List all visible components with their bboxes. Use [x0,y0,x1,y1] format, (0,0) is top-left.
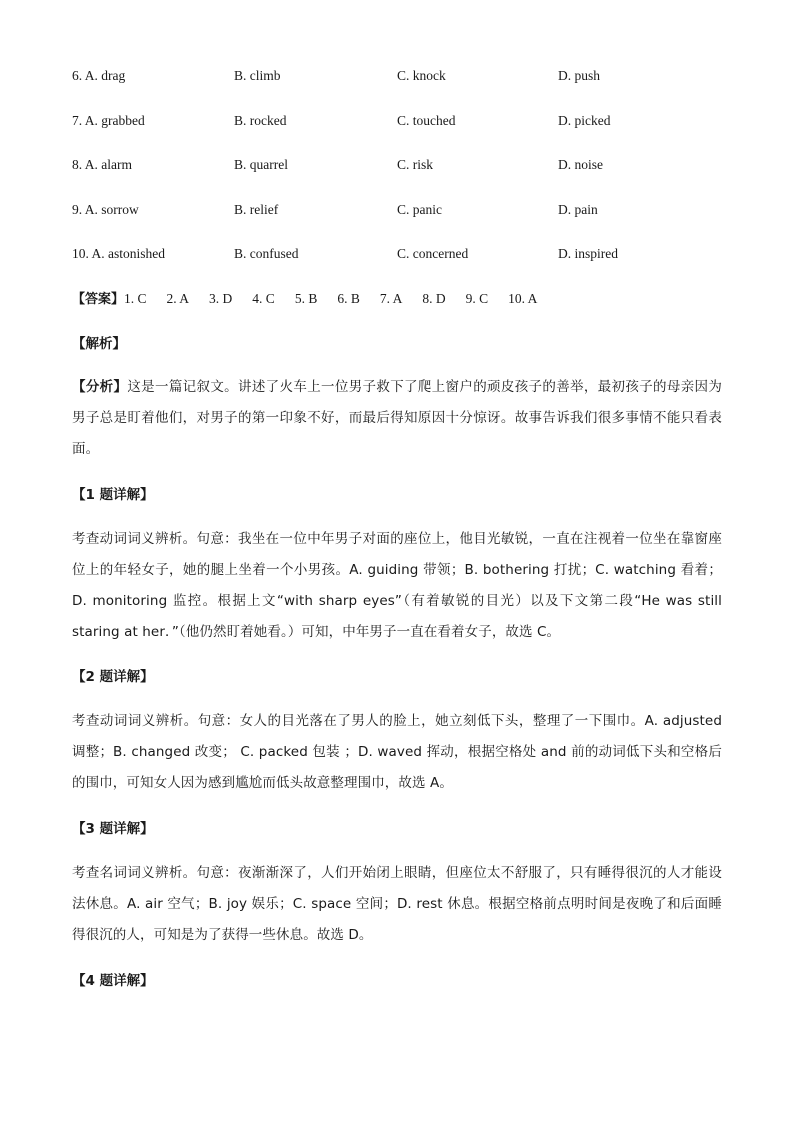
option-row-6 [72,65,752,87]
option-a: 10. A. astonished [72,246,165,261]
answer-item: 5. B [294,291,318,306]
option-a: 9. A. sorrow [72,202,139,217]
option-c: C. knock [397,68,446,83]
detail-heading-4: 【4 题详解】 [72,973,154,989]
answer-item: 8. D [422,291,446,306]
option-d: D. pain [558,202,598,217]
analysis-text: 这是一篇记叙文。讲述了火车上一位男子救下了爬上窗户的顽皮孩子的善举，最初孩子的母亲因为男子总是盯着他们，对男子的第一印象不好，而最后得知原因十分惊讶。故事告诉我们很多事情不能只看表面。 [72,379,722,457]
answer-item: 9. C [465,291,489,306]
option-row-9 [72,199,752,221]
answer-item: 7. A [379,291,403,306]
option-c: C. panic [397,202,442,217]
analysis-heading: 【解析】 [72,336,126,352]
option-row-10 [72,243,752,265]
option-row-7 [72,110,752,132]
detail-heading-1: 【1 题详解】 [72,487,154,503]
answer-item: 10. A [508,291,538,306]
option-d: D. noise [558,157,603,172]
option-b: B. rocked [234,113,287,128]
detail-text-1: 考查动词词义辨析。句意：我坐在一位中年男子对面的座位上，他目光敏锐，一直在注视着一位坐在靠窗座位上的年轻女子，她的腿上坐着一个小男孩。A. guiding 带领；B. bothering 打扰；C. watching 看着；D. monitoring 监控。根据上文“with sharp eyes”（有着敏锐的目光）以及下文第二段“He was still staring at her．”（他仍然盯着她看。）可知，中年男子一直在看着女子，故选 C。 [72,531,722,640]
option-b: B. confused [234,246,299,261]
option-a: 6. A. drag [72,68,126,83]
answer-item: 2. A [166,291,190,306]
analysis-paragraph [72,372,722,465]
option-b: B. quarrel [234,157,288,172]
option-b: B. relief [234,202,279,217]
option-row-8 [72,154,752,176]
detail-heading-2: 【2 题详解】 [72,669,154,685]
option-a: 8. A. alarm [72,157,132,172]
option-b: B. climb [234,68,281,83]
option-a: 7. A. grabbed [72,113,145,128]
option-d: D. inspired [558,246,618,261]
analysis-label: 【分析】 [72,379,128,395]
option-c: C. risk [397,157,434,172]
detail-text-3: 考查名词词义辨析。句意：夜渐渐深了，人们开始闭上眼睛，但座位太不舒服了，只有睡得很沉的人才能设法休息。A. air 空气；B. joy 娱乐；C. space 空间；D. rest 休息。根据空格前点明时间是夜晚了和后面睡得很沉的人，可知是为了获得一些休息。故选 D。 [72,865,722,943]
answer-row [72,288,557,310]
detail-heading-3: 【3 题详解】 [72,821,154,837]
answer-item: 4. C [252,291,275,306]
answer-item: 6. B [337,291,360,306]
answer-label: 【答案】 [72,292,125,307]
option-d: D. push [558,68,601,83]
option-d: D. picked [558,113,611,128]
detail-text-2: 考查动词词义辨析。句意：女人的目光落在了男人的脸上，她立刻低下头，整理了一下围巾。A. adjusted 调整；B. changed 改变； C. packed 包装 ；D. waved 挥动，根据空格处 and 前的动词低下头和空格后的围巾，可知女人因为感到尴尬而低头故意整理围巾，故选 A。 [72,713,722,791]
option-c: C. touched [397,113,456,128]
option-c: C. concerned [397,246,469,261]
answer-item: 3. D [209,291,233,306]
answer-item: 1. C [124,291,147,306]
